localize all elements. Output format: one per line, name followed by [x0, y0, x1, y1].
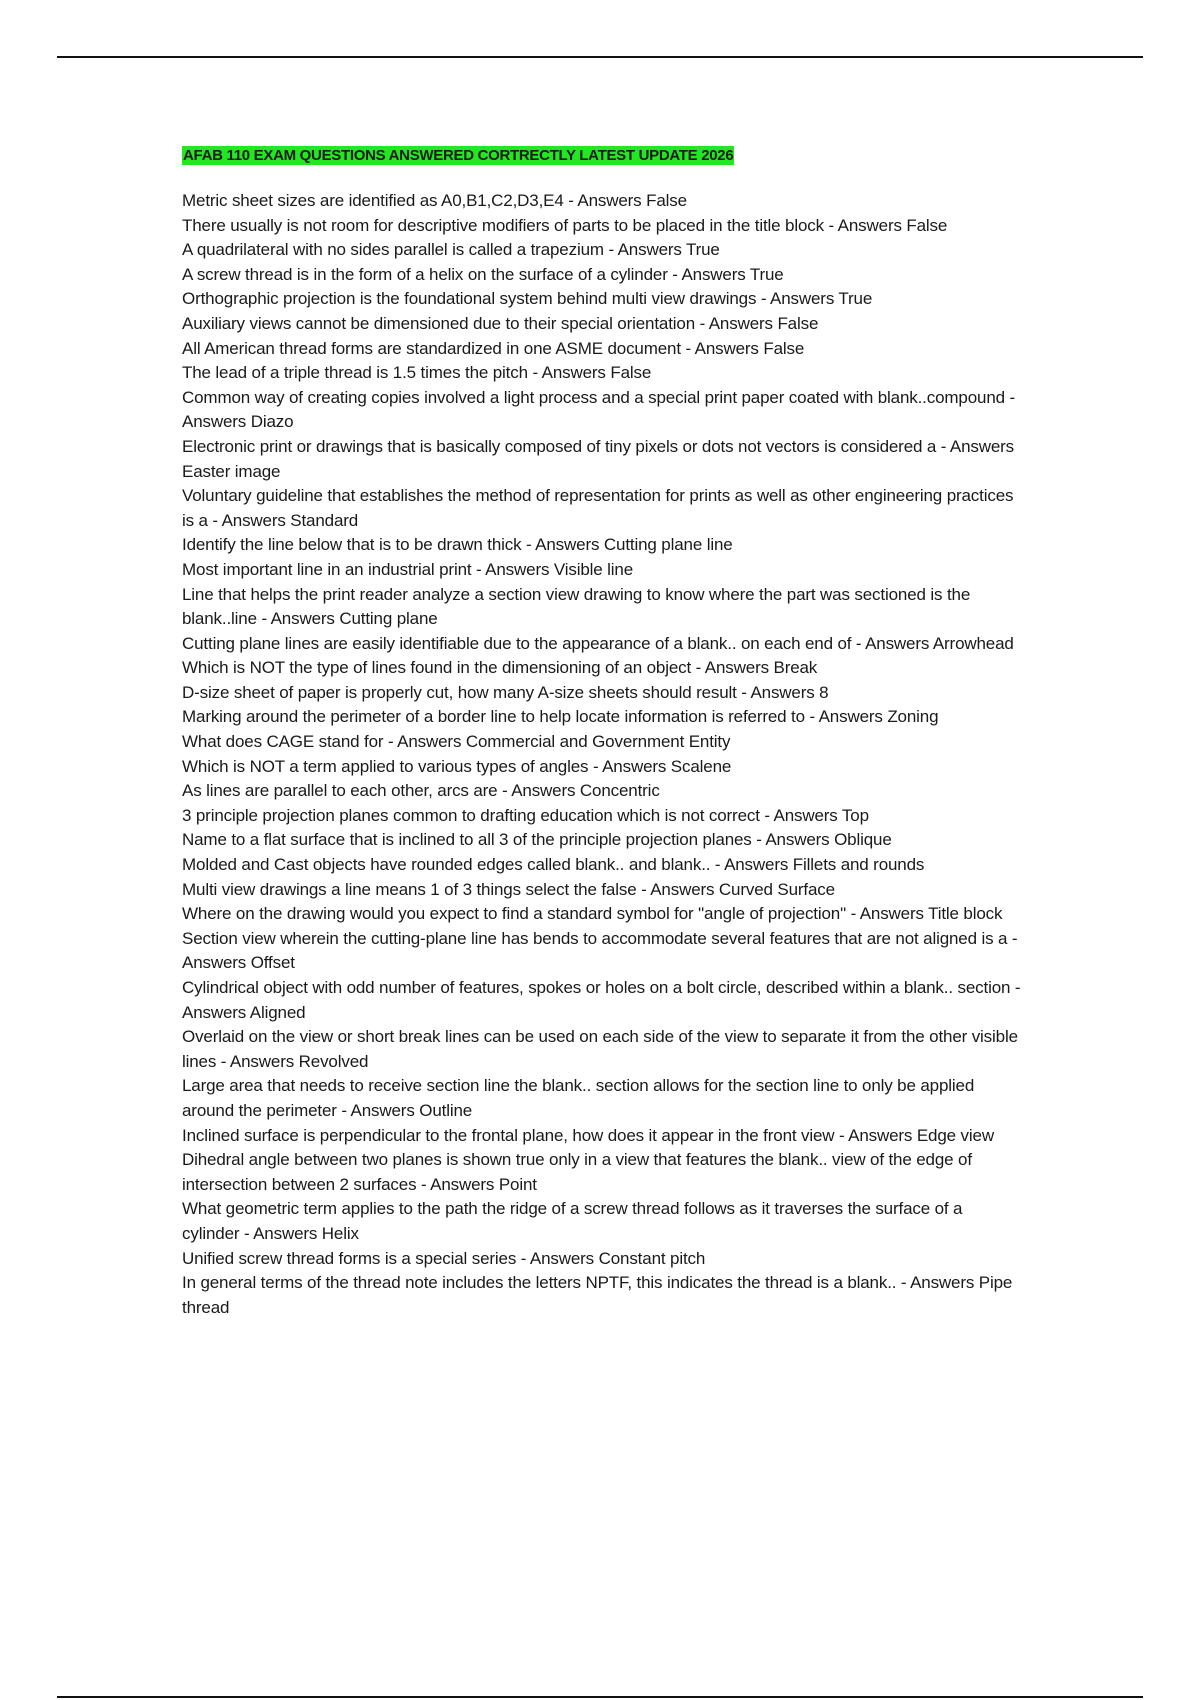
- qa-item: Name to a flat surface that is inclined to all 3 of the principle projection planes - Answers Oblique: [182, 830, 892, 850]
- qa-item: In general terms of the thread note includes the letters NPTF, this indicates the thread is a blank.. - Answers Pipe thread: [182, 1273, 1013, 1317]
- document-title: AFAB 110 EXAM QUESTIONS ANSWERED CORTRECTLY LATEST UPDATE 2026: [183, 147, 734, 164]
- qa-item: Voluntary guideline that establishes the method of representation for prints as well as other engineering practices is a - Answers Standard: [182, 486, 1014, 530]
- qa-item: Dihedral angle between two planes is shown true only in a view that features the blank.. view of the edge of intersection between 2 surfaces - Answers Point: [182, 1150, 972, 1194]
- qa-item: Metric sheet sizes are identified as A0,B1,C2,D3,E4 - Answers False: [182, 191, 687, 210]
- qa-item: A quadrilateral with no sides parallel is called a trapezium - Answers True: [182, 240, 720, 260]
- qa-item: Cylindrical object with odd number of features, spokes or holes on a bolt circle, described within a blank.. section - Answers Aligned: [182, 978, 1021, 1022]
- qa-item: Electronic print or drawings that is basically composed of tiny pixels or dots not vectors is considered a - Answers Easter image: [182, 436, 1015, 481]
- qa-item: Section view wherein the cutting-plane line has bends to accommodate several features that are not aligned is a - Answers Offset: [182, 928, 1018, 973]
- qa-item: Identify the line below that is to be drawn thick - Answers Cutting plane line: [182, 535, 733, 555]
- footer-rule: [57, 1696, 1143, 1698]
- qa-item: Molded and Cast objects have rounded edges called blank.. and blank.. - Answers Fillets and rounds: [182, 855, 925, 875]
- qa-item: As lines are parallel to each other, arcs are - Answers Concentric: [182, 781, 660, 801]
- qa-item: Common way of creating copies involved a light process and a special print paper coated with blank..compound - Answers Diazo: [182, 387, 1016, 432]
- qa-item: Line that helps the print reader analyze a section view drawing to know where the part was sectioned is the blank..line - Answers Cutting plane: [182, 584, 971, 629]
- qa-item: 3 principle projection planes common to drafting education which is not correct - Answers Top: [182, 805, 869, 825]
- qa-item: The lead of a triple thread is 1.5 times the pitch - Answers False: [182, 363, 652, 383]
- qa-item: Marking around the perimeter of a border line to help locate information is referred to - Answers Zoning: [182, 707, 939, 727]
- qa-item: What does CAGE stand for - Answers Commercial and Government Entity: [182, 732, 731, 752]
- qa-item: A screw thread is in the form of a helix on the surface of a cylinder - Answers True: [182, 264, 784, 284]
- qa-item: Multi view drawings a line means 1 of 3 things select the false - Answers Curved Surface: [182, 879, 835, 899]
- qa-item: Auxiliary views cannot be dimensioned due to their special orientation - Answers False: [182, 313, 819, 333]
- document-body: [182, 146, 1022, 1320]
- qa-item: Unified screw thread forms is a special series - Answers Constant pitch: [182, 1248, 706, 1268]
- qa-item: D-size sheet of paper is properly cut, how many A-size sheets should result - Answers 8: [182, 682, 829, 702]
- qa-item: Orthographic projection is the foundational system behind multi view drawings - Answers True: [182, 289, 873, 309]
- qa-item: What geometric term applies to the path the ridge of a screw thread follows as it traverses the surface of a cylinder - Answers Helix: [182, 1199, 963, 1243]
- qa-item: Most important line in an industrial print - Answers Visible line: [182, 559, 634, 579]
- qa-item: Which is NOT a term applied to various types of angles - Answers Scalene: [182, 756, 732, 776]
- qa-item: Inclined surface is perpendicular to the frontal plane, how does it appear in the front view - Answers Edge view: [182, 1125, 994, 1145]
- qa-item: Overlaid on the view or short break lines can be used on each side of the view to separate it from the other visible lines - Answers Revolved: [182, 1027, 1018, 1071]
- qa-item: Which is NOT the type of lines found in the dimensioning of an object - Answers Break: [182, 658, 818, 678]
- qa-item: All American thread forms are standardized in one ASME document - Answers False: [182, 338, 805, 358]
- header-rule: [57, 56, 1143, 58]
- qa-item: Cutting plane lines are easily identifiable due to the appearance of a blank.. on each end of - Answers Arrowhead: [182, 633, 1014, 653]
- qa-item: Large area that needs to receive section line the blank.. section allows for the section line to only be applied around the perimeter - Answers Outline: [182, 1076, 975, 1120]
- qa-item: Where on the drawing would you expect to find a standard symbol for "angle of projection" - Answers Title block: [182, 904, 1003, 924]
- qa-list: [182, 189, 1022, 1320]
- qa-item: There usually is not room for descriptive modifiers of parts to be placed in the title block - Answers False: [182, 215, 948, 235]
